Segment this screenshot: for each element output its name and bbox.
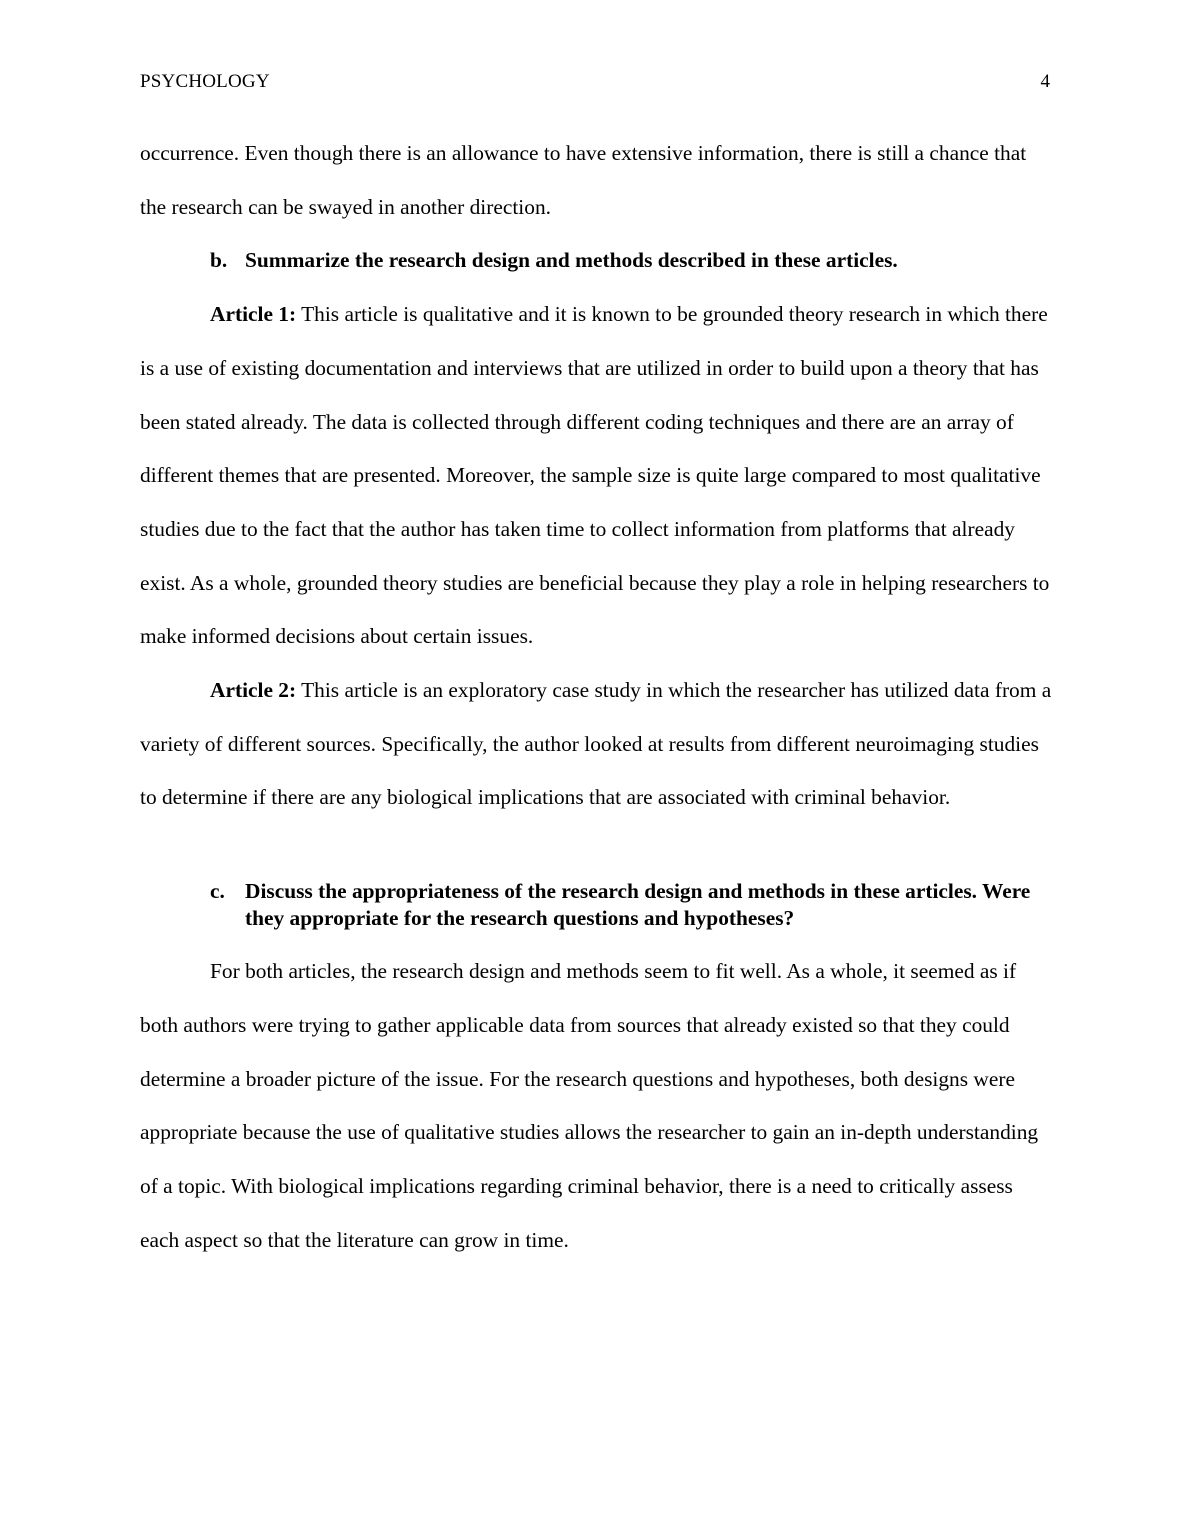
article-1-label: Article 1: — [210, 302, 297, 327]
article-1-text: This article is qualitative and it is known to be grounded theory research in which there is a use of existing documentation and interviews that are utilized in order to build upon a theory that has been stated already. The data is collected through different coding techniques and there are an array of different themes that are presented. Moreover, the sample size is quite large compared to most qualitative studies due to the fact that the author has taken time to collect information from platforms that already exist. As a whole, grounded theory studies are beneficial because they play a role in helping researchers to make informed decisions about certain issues. — [140, 302, 1050, 649]
section-c-heading — [140, 878, 1052, 932]
article-1-paragraph — [140, 288, 1052, 664]
running-head: PSYCHOLOGY — [140, 71, 270, 92]
section-c-title: Discuss the appropriateness of the research design and methods in these articles. Were they appropriate for the research questions and hypotheses? — [245, 879, 1031, 931]
section-b-marker: b. — [210, 248, 228, 273]
article-2-paragraph — [140, 664, 1052, 825]
section-b-title: Summarize the research design and methods described in these articles. — [245, 248, 898, 273]
page-number: 4 — [1040, 71, 1050, 92]
continuation-paragraph: occurrence. Even though there is an allowance to have extensive information, there is still a chance that the research can be swayed in another direction. — [140, 141, 1027, 219]
article-2-text: This article is an exploratory case study in which the researcher has utilized data from a variety of different sources. Specifically, the author looked at results from different neuroimaging studies to determine if there are any biological implications that are associated with criminal behavior. — [140, 678, 1052, 810]
document-body — [140, 127, 1052, 1267]
discussion-paragraph: For both articles, the research design and methods seem to fit well. As a whole, it seemed as if both authors were trying to gather applicable data from sources that already existed so that they could determine a broader picture of the issue. For the research questions and hypotheses, both designs were appropriate because the use of qualitative studies allows the researcher to gain an in-depth understanding of a topic. With biological implications regarding criminal behavior, there is a need to critically assess each aspect so that the literature can grow in time. — [140, 959, 1039, 1252]
article-2-label: Article 2: — [210, 678, 297, 703]
section-c-marker: c. — [210, 879, 225, 904]
section-b-heading — [140, 234, 1052, 288]
